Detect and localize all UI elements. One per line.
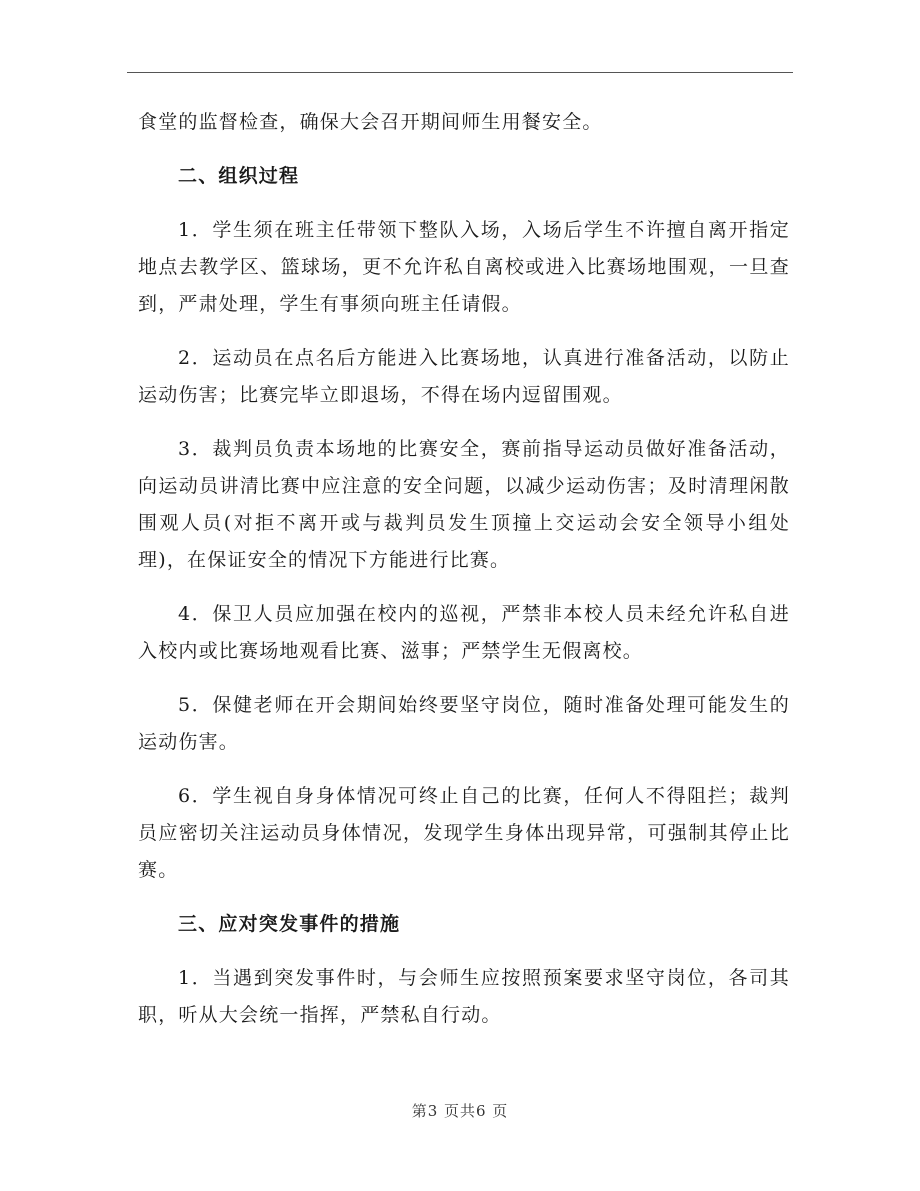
page-number: 第3 页共6 页 [411, 1102, 509, 1120]
section-heading-emergency: 三、应对突发事件的措施 [178, 913, 401, 935]
paragraph-0: 食堂的监督检查，确保大会召开期间师生用餐安全。 [138, 111, 603, 133]
paragraph-item-2: 2．运动员在点名后方能进入比赛场地，认真进行准备活动，以防止运动伤害；比赛完毕立即退场，不得在场内逗留围观。 [138, 347, 790, 406]
paragraph-item-5: 5．保健老师在开会期间始终要坚守岗位，随时准备处理可能发生的运动伤害。 [138, 694, 790, 753]
section-heading-organization: 二、组织过程 [178, 165, 300, 187]
paragraph-item-6: 6．学生视自身身体情况可终止自己的比赛，任何人不得阻拦；裁判员应密切关注运动员身体情况，发现学生身体出现异常，可强制其停止比赛。 [138, 785, 790, 881]
paragraph-item-1: 1．学生须在班主任带领下整队入场，入场后学生不许擅自离开指定地点去教学区、篮球场，更不允许私自离校或进入比赛场地围观，一旦查到，严肃处理，学生有事须向班主任请假。 [138, 219, 790, 315]
document-body [138, 104, 790, 1051]
paragraph-item-4: 4．保卫人员应加强在校内的巡视，严禁非本校人员未经允许私自进入校内或比赛场地观看比赛、滋事；严禁学生无假离校。 [138, 603, 790, 662]
header-rule [127, 72, 793, 73]
paragraph-emergency-item-1: 1．当遇到突发事件时，与会师生应按照预案要求坚守岗位，各司其职，听从大会统一指挥，严禁私自行动。 [138, 967, 790, 1026]
paragraph-item-3: 3．裁判员负责本场地的比赛安全，赛前指导运动员做好准备活动，向运动员讲清比赛中应注意的安全问题，以减少运动伤害；及时清理闲散围观人员(对拒不离开或与裁判员发生顶撞上交运动会安全领导小组处理)，在保证安全的情况下方能进行比赛。 [138, 438, 790, 571]
